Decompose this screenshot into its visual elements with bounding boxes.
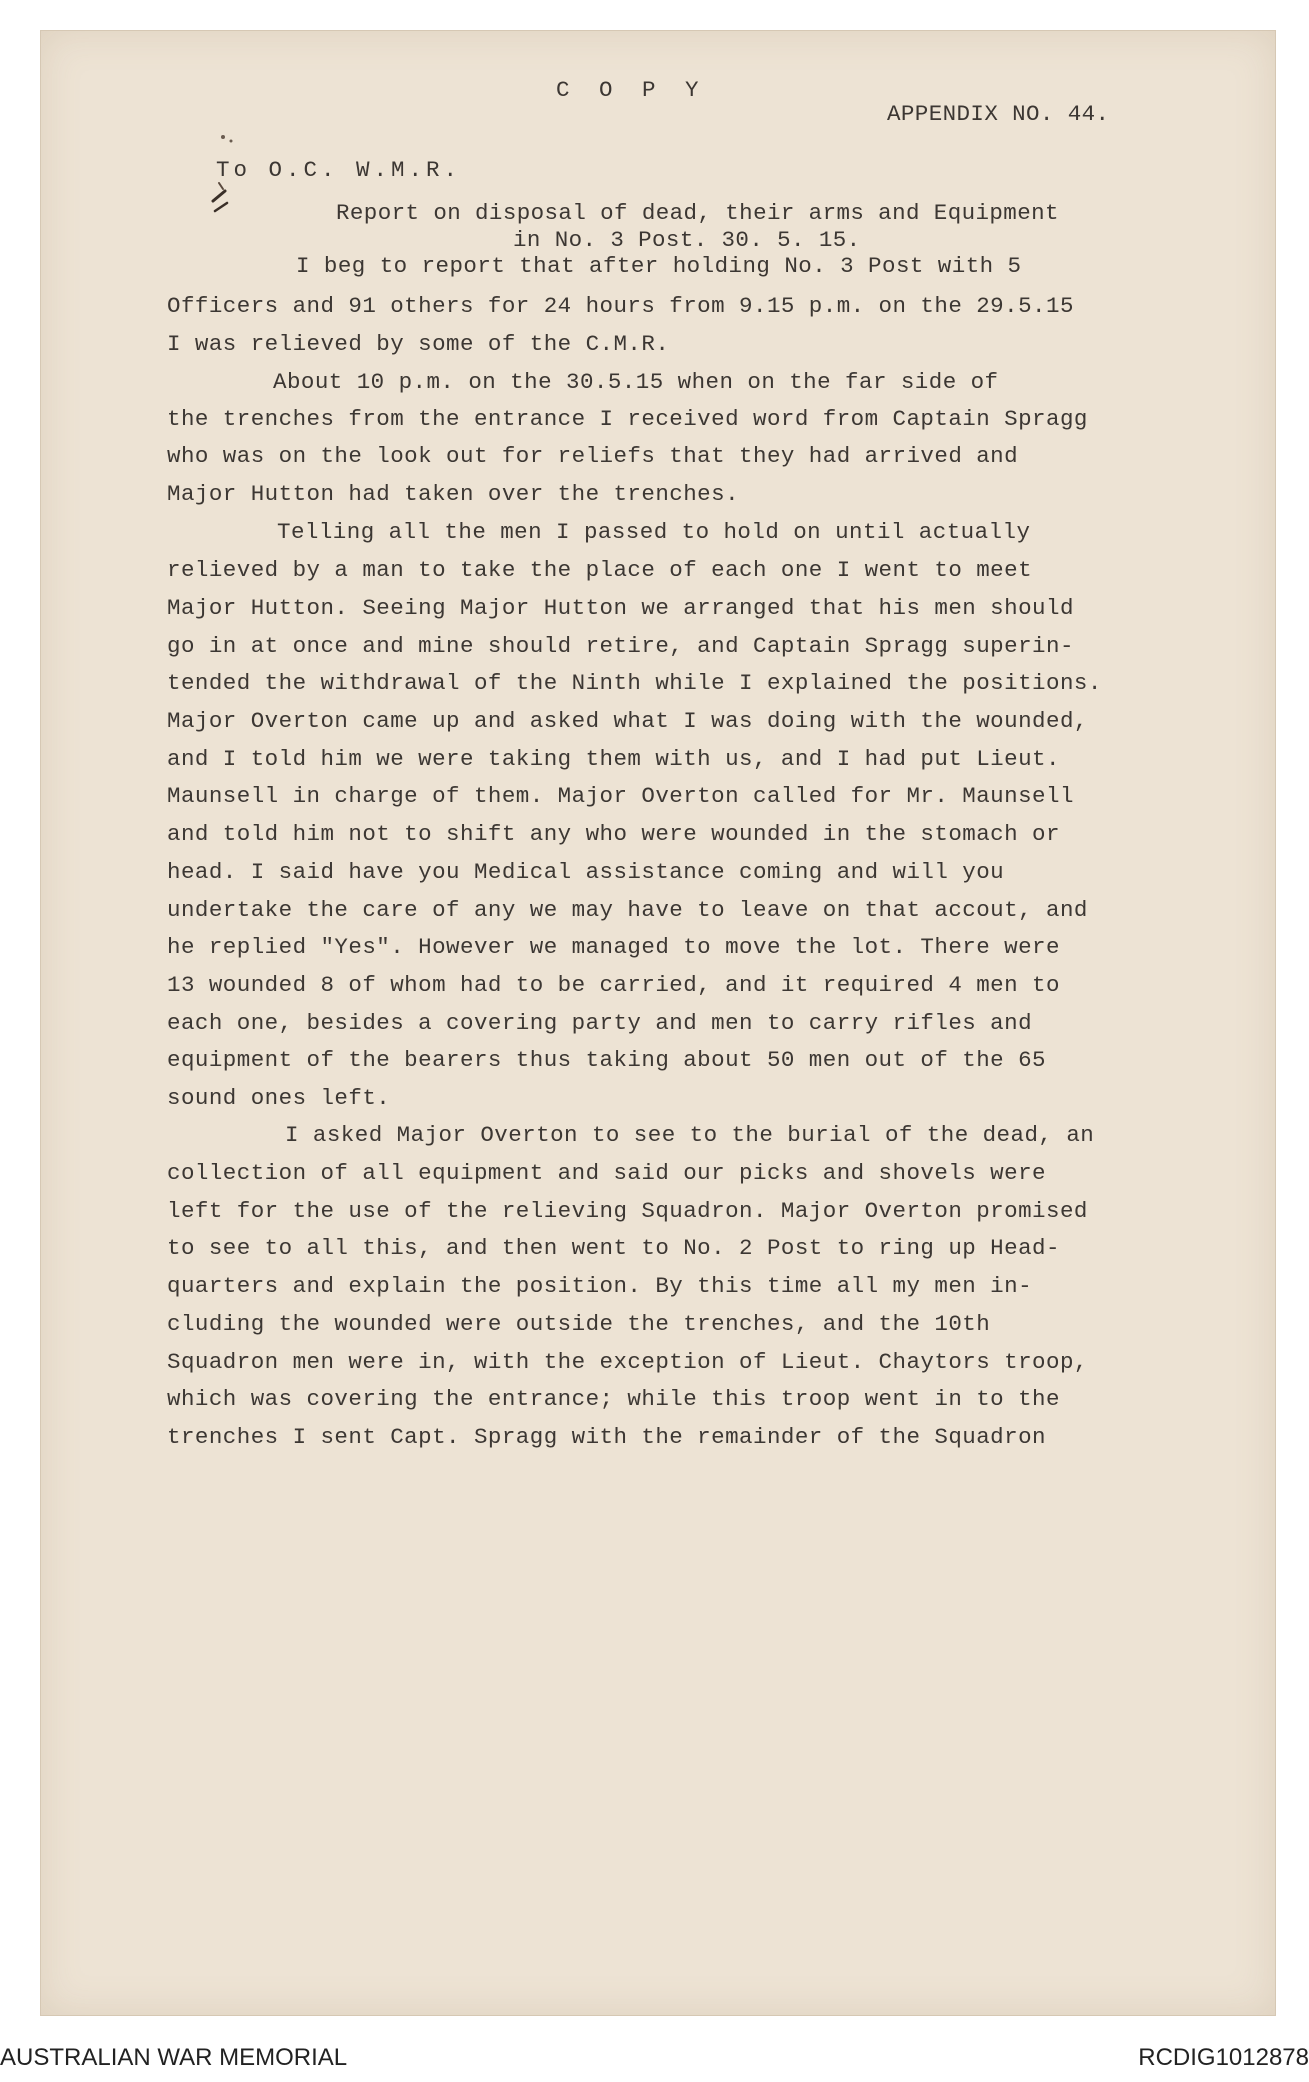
report-line: the trenches from the entrance I received word from Captain Spragg [167, 406, 1088, 432]
report-line: he replied "Yes". However we managed to move the lot. There were [167, 934, 1060, 960]
document-page [40, 30, 1276, 2016]
report-line: Maunsell in charge of them. Major Overton called for Mr. Maunsell [167, 783, 1074, 809]
report-line: collection of all equipment and said our picks and shovels were [167, 1160, 1046, 1186]
report-line: I beg to report that after holding No. 3 Post with 5 [296, 253, 1022, 279]
report-line: Telling all the men I passed to hold on until actually [277, 519, 1031, 545]
report-line: About 10 p.m. on the 30.5.15 when on the far side of [273, 369, 999, 395]
report-line: which was covering the entrance; while this troop went in to the [167, 1386, 1060, 1412]
report-line: Major Hutton. Seeing Major Hutton we arranged that his men should [167, 595, 1074, 621]
report-line: and told him not to shift any who were wounded in the stomach or [167, 821, 1060, 847]
report-line: go in at once and mine should retire, and Captain Spragg superin- [167, 633, 1074, 659]
footer-source: AUSTRALIAN WAR MEMORIAL [0, 2044, 348, 2071]
report-title: Report on disposal of dead, their arms and Equipment [336, 200, 1059, 226]
report-line: quarters and explain the position. By this time all my men in- [167, 1273, 1033, 1299]
report-line: left for the use of the relieving Squadron. Major Overton promised [167, 1198, 1088, 1224]
report-line: 13 wounded 8 of whom had to be carried, and it required 4 men to [167, 972, 1060, 998]
report-line: relieved by a man to take the place of each one I went to meet [167, 557, 1033, 583]
report-line: undertake the care of any we may have to leave on that accout, and [167, 897, 1088, 923]
copy-label: C O P Y [556, 77, 707, 103]
report-line: Squadron men were in, with the exception of Lieut. Chaytors troop, [167, 1349, 1088, 1375]
report-line: sound ones left. [167, 1085, 391, 1111]
report-line: equipment of the bearers thus taking about 50 men out of the 65 [167, 1047, 1046, 1073]
footer-id: RCDIG1012878 [1138, 2044, 1309, 2071]
report-line: trenches I sent Capt. Spragg with the remainder of the Squadron [167, 1424, 1046, 1450]
report-line: Officers and 91 others for 24 hours from 9.15 p.m. on the 29.5.15 [167, 293, 1074, 319]
report-line: I was relieved by some of the C.M.R. [167, 331, 670, 357]
report-line: head. I said have you Medical assistance coming and will you [167, 859, 1005, 885]
report-line: Major Hutton had taken over the trenches. [167, 481, 740, 507]
report-line: I asked Major Overton to see to the burial of the dead, an [285, 1122, 1095, 1148]
report-line: Major Overton came up and asked what I was doing with the wounded, [167, 708, 1088, 734]
report-line: cluding the wounded were outside the trenches, and the 10th [167, 1311, 991, 1337]
appendix-number: APPENDIX NO. 44. [887, 101, 1110, 127]
report-line: each one, besides a covering party and men to carry rifles and [167, 1010, 1033, 1036]
report-line: to see to all this, and then went to No. 2 Post to ring up Head- [167, 1235, 1060, 1261]
addressee-line: To O.C. W.M.R. [216, 157, 462, 183]
report-subtitle: in No. 3 Post. 30. 5. 15. [513, 227, 861, 253]
report-line: who was on the look out for reliefs that they had arrived and [167, 443, 1019, 469]
report-line: tended the withdrawal of the Ninth while I explained the positions. [167, 670, 1102, 696]
report-line: and I told him we were taking them with us, and I had put Lieut. [167, 746, 1060, 772]
